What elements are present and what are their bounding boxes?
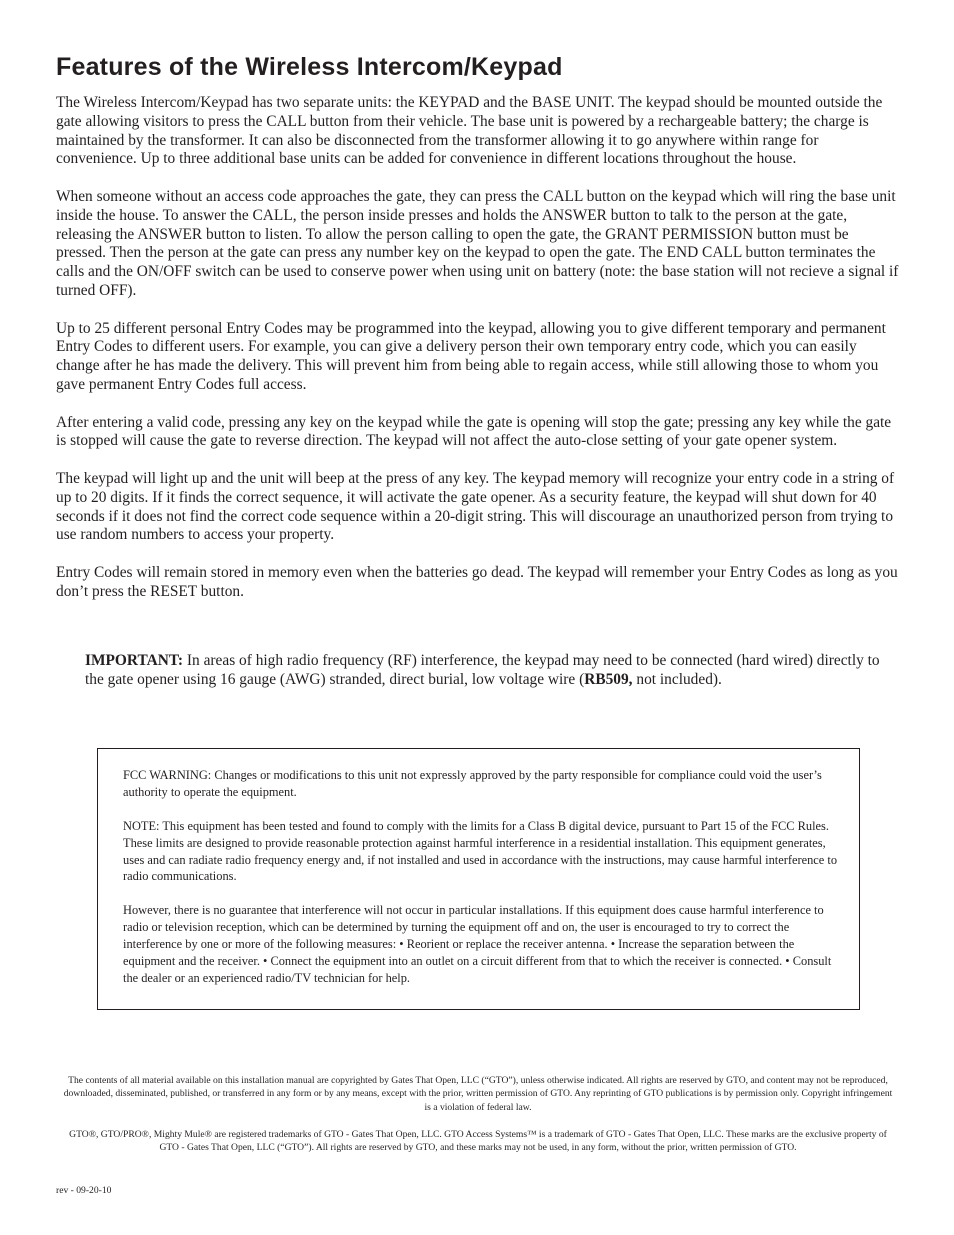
paragraph-gate-control: After entering a valid code, pressing any key on the keypad while the gate is opening will stop the gate; pressing any key while the gate is stopped will cause the gate to reverse direction. The keypad will not affect the auto-close setting of your gate opener system. [56,413,892,450]
important-product-code: RB509, [584,671,633,689]
page-title: Features of the Wireless Intercom/Keypad [56,53,563,81]
features-body [56,94,901,602]
revision-label: rev - 09-20-10 [56,1185,112,1196]
important-label: IMPORTANT: [85,652,184,669]
important-text-after: not included). [632,671,722,689]
important-note [85,651,885,689]
paragraph-memory: Entry Codes will remain stored in memory even when the batteries go dead. The keypad will remember your Entry Codes as long as you don’t press the RESET button. [56,563,898,600]
fcc-compliance-note: NOTE: This equipment has been tested and found to comply with the limits for a Class B digital device, pursuant to Part 15 of the FCC Rules. These limits are designed to provide reasonable protection against harmful interference in a residential installation. This equipment generates, uses and can radiate radio frequency energy and, if not installed and used in accordance with the instructions, may cause harmful interference to radio communications. [123,818,838,884]
paragraph-call-operation: When someone without an access code approaches the gate, they can press the CALL button on the keypad which will ring the base unit inside the house. To answer the CALL, the person inside presses and holds the ANSWER button to talk to the person at the gate, releasing the ANSWER button to listen. To allow the person calling to open the gate, the GRANT PERMISSION button must be pressed. Then the person at the gate can press any number key on the keypad to open the gate. The END CALL button terminates the calls and the ON/OFF switch can be used to conserve power when using unit on battery (note: the base station will not recieve a signal if turned OFF). [56,187,899,299]
fcc-warning: FCC WARNING: Changes or modifications to this unit not expressly approved by the party responsible for compliance could void the user’s authority to operate the equipment. [123,768,822,799]
important-text-before: In areas of high radio frequency (RF) interference, the keypad may need to be connected (hard wired) directly to the gate opener using 16 gauge (AWG) stranded, direct burial, low voltage wire ( [85,652,880,689]
paragraph-overview: The Wireless Intercom/Keypad has two separate units: the KEYPAD and the BASE UNIT. The keypad should be mounted outside the gate allowing visitors to press the CALL button from their vehicle. The base unit is powered by a rechargeable battery; the charge is maintained by the transformer. It can also be disconnected from the transformer allowing it to go anywhere within range for convenience. Up to three additional base units can be added for convenience in different locations throughout the house. [56,94,883,168]
fcc-notice-box [97,748,860,1010]
trademark-notice: GTO®, GTO/PRO®, Mighty Mule® are registered trademarks of GTO - Gates That Open, LLC. GTO Access Systems™ is a trademark of GTO - Gates That Open, LLC. These marks are the exclusive property of GTO - Gates That Open, LLC (“GTO”). All rights are reserved by GTO, and these marks may not be used, in any form, without the prior, written permission of GTO. [69,1129,887,1154]
fcc-interference-measures: However, there is no guarantee that interference will not occur in particular installations. If this equipment does cause harmful interference to radio or television reception, which can be determined by turning the equipment off and on, the user is encouraged to try to correct the interference by one or more of the following measures: • Reorient or replace the receiver antenna. • Increase the separation between the equipment and the receiver. • Connect the equipment into an outlet on a circuit different from that to which the receiver is connected. • Consult the dealer or an experienced radio/TV technician for help. [123,903,832,985]
paragraph-security: The keypad will light up and the unit will beep at the press of any key. The keypad memory will recognize your entry code in a string of up to 20 digits. If it finds the correct sequence, it will activate the gate opener. As a security feature, the keypad will shut down for 40 seconds if it does not find the correct code sequence within a 20-digit string. This will discourage an unauthorized person from trying to use random numbers to access your property. [56,469,895,544]
paragraph-entry-codes: Up to 25 different personal Entry Codes may be programmed into the keypad, allowing you to give different temporary and permanent Entry Codes to different users. For example, you can give a delivery person their own temporary entry code, which you can easily change after he has made the delivery. This will prevent him from being able to regain access, while still allowing those to whom you gave permanent Entry Codes full access. [56,319,886,393]
fcc-notice-text [123,767,838,987]
copyright-notice: The contents of all material available on this installation manual are copyrighted by Gates That Open, LLC (“GTO”), unless otherwise indicated. All rights are reserved by GTO, and content may not be reproduced, downloaded, disseminated, published, or transferred in any form or by any means, except with the prior, written permission of GTO. Any reprinting of GTO publications is by permission only. Copyright infringement is a violation of federal law. [63,1075,893,1113]
